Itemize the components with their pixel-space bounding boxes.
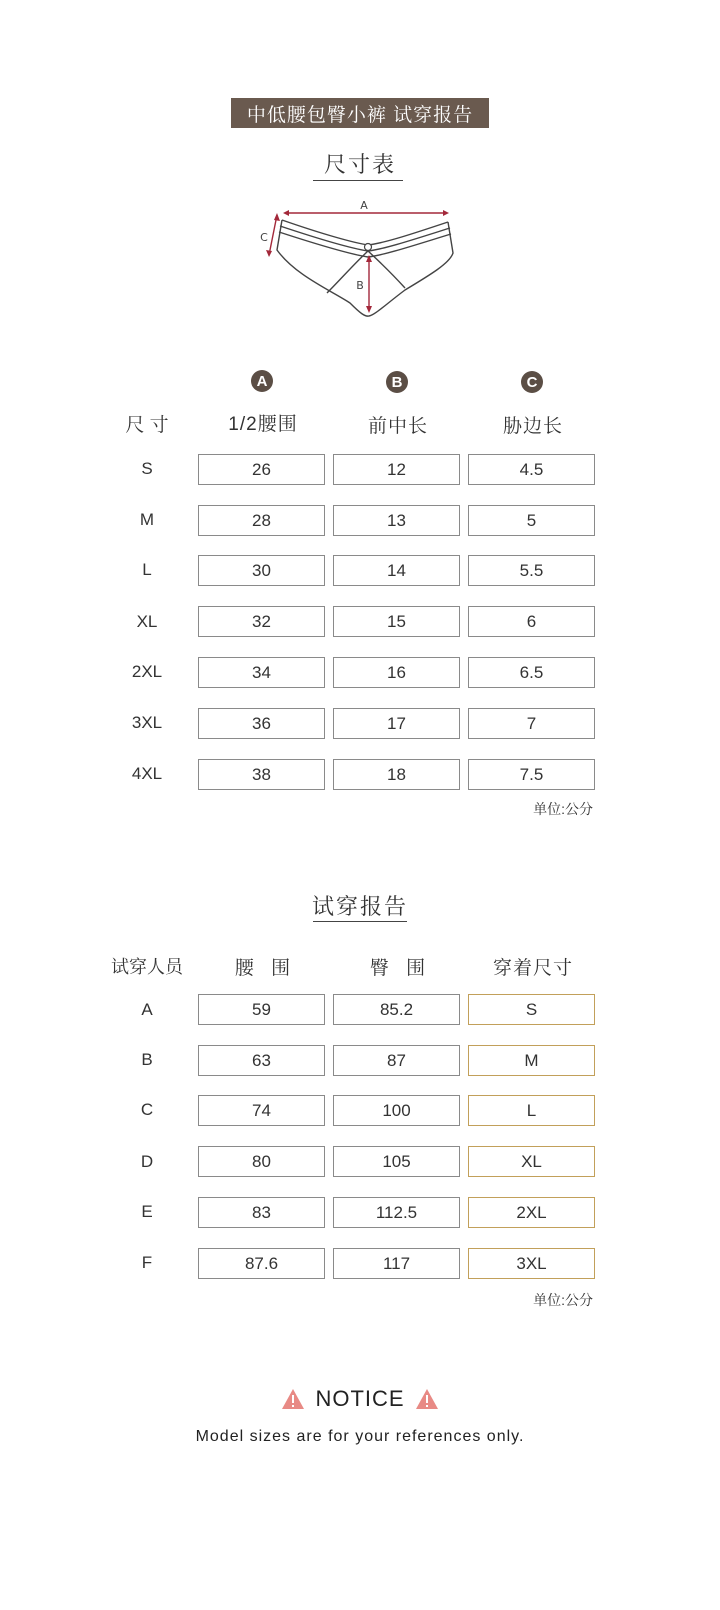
fit-cell: 59 <box>198 994 325 1025</box>
size-cell: 6.5 <box>468 657 595 688</box>
size-cell: 36 <box>198 708 325 739</box>
badge-a: A <box>251 370 273 392</box>
person-label: D <box>140 1152 154 1171</box>
size-cell: 14 <box>333 555 460 586</box>
size-row-header: 尺 寸 <box>125 415 169 436</box>
size-cell: 7 <box>468 708 595 739</box>
warning-icon <box>281 1388 305 1410</box>
badge-b: B <box>386 371 408 393</box>
size-col-header-waist: 1/2腰围 <box>228 414 298 435</box>
size-cell: 28 <box>198 505 325 536</box>
size-label: 4XL <box>131 764 163 783</box>
warning-icon <box>415 1388 439 1410</box>
size-cell: 5 <box>468 505 595 536</box>
size-cell: 26 <box>198 454 325 485</box>
notice-text: Model sizes are for your references only. <box>195 1428 525 1445</box>
size-chart-title-underline <box>313 180 403 181</box>
size-cell: 34 <box>198 657 325 688</box>
worn-size-cell: 2XL <box>468 1197 595 1228</box>
worn-size-cell: L <box>468 1095 595 1126</box>
size-cell: 15 <box>333 606 460 637</box>
size-label: S <box>141 459 153 478</box>
size-label: 2XL <box>131 662 163 681</box>
person-label: B <box>141 1050 153 1069</box>
worn-size-cell: 3XL <box>468 1248 595 1279</box>
fit-cell: 117 <box>333 1248 460 1279</box>
size-cell: 7.5 <box>468 759 595 790</box>
worn-size-cell: M <box>468 1045 595 1076</box>
size-cell: 4.5 <box>468 454 595 485</box>
fit-cell: 85.2 <box>333 994 460 1025</box>
fit-report-title-underline <box>313 921 407 922</box>
size-label: 3XL <box>131 713 163 732</box>
size-cell: 12 <box>333 454 460 485</box>
fit-cell: 80 <box>198 1146 325 1177</box>
fit-cell: 112.5 <box>333 1197 460 1228</box>
size-chart-title: 尺寸表 <box>323 152 396 177</box>
person-label: F <box>141 1253 153 1272</box>
fit-report-title: 试穿报告 <box>311 894 408 919</box>
diagram-label-a: A <box>360 199 368 212</box>
fit-col-header-hip: 臀 围 <box>369 958 427 979</box>
fit-cell: 83 <box>198 1197 325 1228</box>
size-cell: 30 <box>198 555 325 586</box>
diagram-label-b: B <box>356 279 364 292</box>
person-label: E <box>141 1202 153 1221</box>
size-cell: 16 <box>333 657 460 688</box>
size-label: M <box>139 510 155 529</box>
size-col-header-side-length: 胁边长 <box>502 416 563 437</box>
size-cell: 17 <box>333 708 460 739</box>
badge-c: C <box>521 371 543 393</box>
size-cell: 18 <box>333 759 460 790</box>
notice-title: NOTICE <box>315 1386 405 1411</box>
fit-cell: 105 <box>333 1146 460 1177</box>
fit-col-header-waist: 腰 围 <box>234 958 292 979</box>
size-cell: 32 <box>198 606 325 637</box>
person-label: C <box>140 1100 154 1119</box>
garment-diagram <box>255 195 465 325</box>
fit-report-unit: 单位:公分 <box>533 1292 593 1308</box>
fit-cell: 63 <box>198 1045 325 1076</box>
size-col-header-front-length: 前中长 <box>367 416 428 437</box>
fit-cell: 100 <box>333 1095 460 1126</box>
fit-col-header-worn-size: 穿着尺寸 <box>492 958 573 979</box>
size-cell: 13 <box>333 505 460 536</box>
size-label: L <box>142 560 152 579</box>
worn-size-cell: XL <box>468 1146 595 1177</box>
size-label: XL <box>136 612 158 631</box>
fit-cell: 74 <box>198 1095 325 1126</box>
worn-size-cell: S <box>468 994 595 1025</box>
page-banner: 中低腰包臀小裤 试穿报告 <box>231 98 489 128</box>
size-cell: 6 <box>468 606 595 637</box>
size-cell: 38 <box>198 759 325 790</box>
fit-cell: 87.6 <box>198 1248 325 1279</box>
diagram-label-c: C <box>260 231 268 244</box>
size-cell: 5.5 <box>468 555 595 586</box>
person-label: A <box>141 1000 153 1019</box>
fit-cell: 87 <box>333 1045 460 1076</box>
size-chart-unit: 单位:公分 <box>533 801 593 817</box>
fit-row-header: 试穿人员 <box>111 957 183 977</box>
notice-heading <box>0 1385 720 1413</box>
